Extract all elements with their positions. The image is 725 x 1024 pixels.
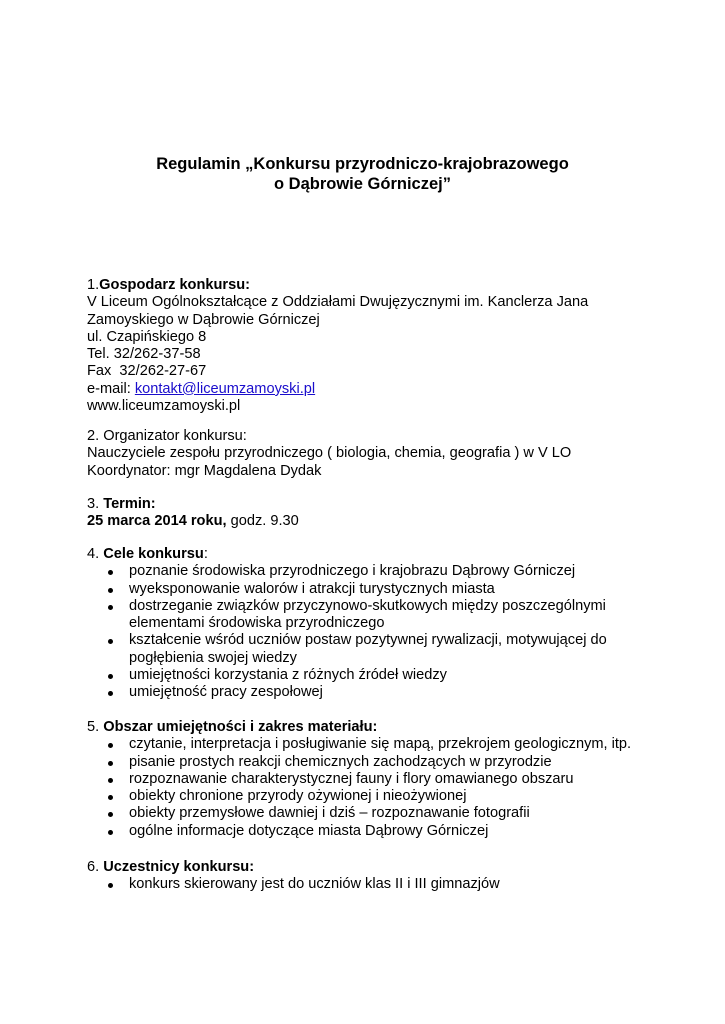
bullet-icon (108, 883, 113, 888)
list-item-text: wyeksponowanie walorów i atrakcji turystycznych miasta (129, 580, 495, 597)
list-item-text: poznanie środowiska przyrodniczego i krajobrazu Dąbrowy Górniczej (129, 563, 576, 580)
host-website: www.liceumzamoyski.pl (87, 398, 241, 415)
bullet-icon (108, 570, 113, 575)
list-item (87, 876, 647, 893)
section-4-heading (87, 546, 647, 563)
section-2-heading: 2. Organizator konkursu: (87, 428, 247, 444)
section-scope (87, 719, 647, 840)
bullet-icon (108, 639, 113, 644)
section-3-title: Termin: (103, 496, 156, 512)
section-5-number: 5. (87, 719, 104, 735)
host-line: Zamoyskiego w Dąbrowie Górniczej (87, 311, 320, 328)
list-item-text: obiekty chronione przyrody ożywionej i nieożywionej (129, 788, 467, 805)
event-date: 25 marca 2014 roku, (87, 513, 227, 530)
list-item (87, 788, 647, 805)
section-3-heading (87, 496, 647, 513)
title-line-2: o Dąbrowie Górniczej” (274, 175, 451, 193)
list-item (87, 684, 647, 701)
email-label: e-mail: (87, 380, 135, 397)
host-fax: Fax 32/262-27-67 (87, 363, 207, 380)
bullet-icon (108, 795, 113, 800)
section-6-number: 6. (87, 859, 104, 875)
section-6-title: Uczestnicy konkursu: (103, 859, 255, 875)
section-4-title: Cele konkursu (103, 546, 204, 562)
list-item (87, 632, 647, 667)
section-organizer (87, 428, 647, 480)
section-host (87, 277, 647, 415)
bullet-icon (108, 778, 113, 783)
scope-list (87, 736, 647, 840)
host-phone: Tel. 32/262-37-58 (87, 346, 201, 363)
participants-list (87, 876, 647, 893)
list-item-text: dostrzeganie związków przyczynowo-skutkowych między poszczególnymi elementami środowiska przyrodniczego (129, 597, 606, 632)
section-1-heading (87, 277, 647, 294)
host-line: V Liceum Ogólnokształcące z Oddziałami Dwujęzycznymi im. Kanclerza Jana (87, 294, 589, 311)
bullet-icon (108, 761, 113, 766)
list-item-text: ogólne informacje dotyczące miasta Dąbrowy Górniczej (129, 822, 489, 839)
email-link[interactable]: kontakt@liceumzamoyski.pl (134, 380, 316, 397)
list-item (87, 805, 647, 822)
section-1-number: 1. (87, 277, 100, 293)
list-item-text: obiekty przemysłowe dawniej i dziś – rozpoznawanie fotografii (129, 805, 530, 822)
document-title (0, 154, 725, 194)
bullet-icon (108, 691, 113, 696)
bullet-icon (108, 812, 113, 817)
list-item (87, 771, 647, 788)
list-item (87, 667, 647, 684)
coordinator-line: Koordynator: mgr Magdalena Dydak (87, 462, 322, 479)
section-6-heading (87, 859, 647, 876)
title-line-1: Regulamin „Konkursu przyrodniczo-krajobrazowego (156, 155, 569, 173)
section-goals (87, 546, 647, 702)
list-item-text: rozpoznawanie charakterystycznej fauny i flory omawianego obszaru (129, 770, 574, 787)
bullet-icon (108, 588, 113, 593)
list-item-text: umiejętność pracy zespołowej (129, 684, 323, 701)
bullet-icon (108, 674, 113, 679)
list-item (87, 581, 647, 598)
list-item-text: konkurs skierowany jest do uczniów klas II i III gimnazjów (129, 876, 500, 893)
section-3-number: 3. (87, 496, 104, 512)
event-date-line (87, 513, 647, 530)
organizer-line: Nauczyciele zespołu przyrodniczego ( biologia, chemia, geografia ) w V LO (87, 445, 572, 462)
section-4-colon: : (203, 546, 208, 562)
section-5-heading (87, 719, 647, 736)
list-item (87, 736, 647, 753)
list-item-text: kształcenie wśród uczniów postaw pozytywnej rywalizacji, motywującej do pogłębienia swojej wiedzy (129, 632, 607, 666)
host-address: ul. Czapińskiego 8 (87, 328, 207, 345)
bullet-icon (108, 830, 113, 835)
event-time: godz. 9.30 (226, 513, 299, 530)
list-item (87, 754, 647, 771)
list-item-text: umiejętności korzystania z różnych źródeł wiedzy (129, 667, 447, 684)
list-item (87, 823, 647, 840)
list-item-text: pisanie prostych reakcji chemicznych zachodzących w przyrodzie (129, 753, 552, 770)
list-item (87, 598, 647, 633)
section-4-number: 4. (87, 546, 104, 562)
section-5-title: Obszar umiejętności i zakres materiału: (103, 719, 378, 735)
goals-list (87, 563, 647, 701)
section-date (87, 496, 647, 531)
section-1-title: Gospodarz konkursu: (99, 277, 250, 293)
section-participants (87, 859, 647, 894)
list-item (87, 563, 647, 580)
host-email-line (87, 381, 647, 398)
list-item-text: czytanie, interpretacja i posługiwanie się mapą, przekrojem geologicznym, itp. (129, 736, 632, 753)
bullet-icon (108, 605, 113, 610)
bullet-icon (108, 743, 113, 748)
